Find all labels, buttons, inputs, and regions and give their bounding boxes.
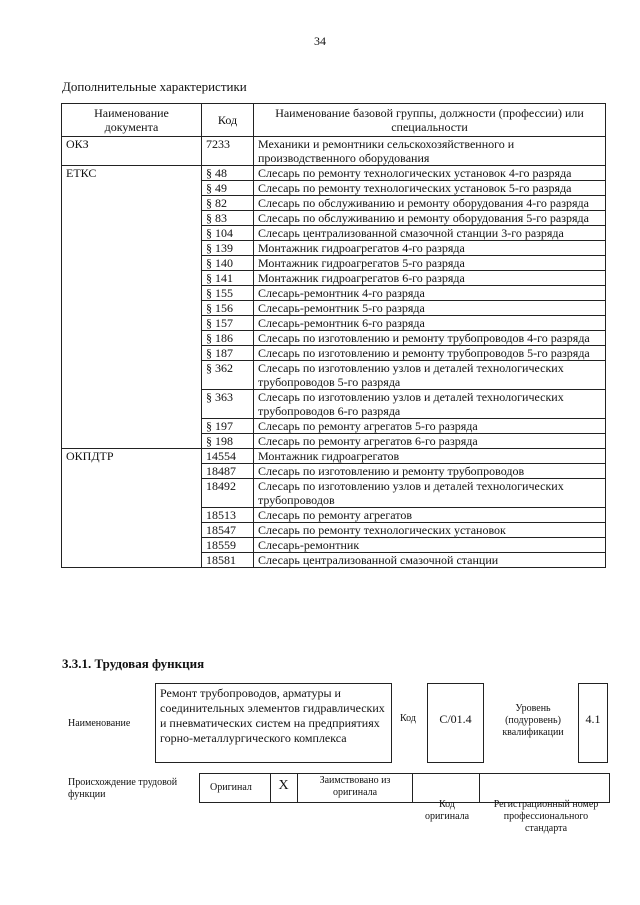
section-title: Дополнительные характеристики [62,79,247,94]
name-cell: Слесарь по изготовлению узлов и деталей технологических трубопроводов [254,479,606,508]
code-cell: § 140 [202,256,254,271]
name-cell: Слесарь-ремонтник [254,538,606,553]
name-cell: Слесарь централизованной смазочной станции 3-го разряда [254,226,606,241]
name-cell: Слесарь по ремонту агрегатов 5-го разряда [254,419,606,434]
name-cell: Слесарь по ремонту технологических установок [254,523,606,538]
header-name: Наименование базовой группы, должности (профессии) или специальности [254,104,606,137]
page-number: 34 [314,34,326,48]
name-cell: Слесарь по изготовлению и ремонту трубопроводов [254,464,606,479]
name-cell: Механики и ремонтники сельскохозяйственного и производственного оборудования [254,137,606,166]
code-cell: § 362 [202,361,254,390]
name-cell: Монтажник гидроагрегатов 4-го разряда [254,241,606,256]
name-cell: Слесарь по ремонту агрегатов [254,508,606,523]
code-cell: 18581 [202,553,254,568]
code-cell: § 156 [202,301,254,316]
name-cell: Слесарь-ремонтник 4-го разряда [254,286,606,301]
name-cell: Слесарь по изготовлению и ремонту трубопроводов 5-го разряда [254,346,606,361]
code-cell: § 157 [202,316,254,331]
labor-function-title: 3.3.1. Трудовая функция [62,656,205,671]
name-cell: Монтажник гидроагрегатов 6-го разряда [254,271,606,286]
name-cell: Слесарь по изготовлению и ремонту трубопроводов 4-го разряда [254,331,606,346]
code-label: Код [400,713,416,724]
code-cell: § 104 [202,226,254,241]
code-cell: § 198 [202,434,254,449]
labor-function-code: C/01.4 [427,683,484,763]
code-cell: § 48 [202,166,254,181]
name-cell: Слесарь по обслуживанию и ремонту оборудования 4-го разряда [254,196,606,211]
code-cell: § 363 [202,390,254,419]
name-cell: Монтажник гидроагрегатов [254,449,606,464]
labor-function-name: Ремонт трубопроводов, арматуры и соединительных элементов гидравлических и пневматических систем на предприятиях горно-металлургического комплекса [155,683,392,763]
name-cell: Слесарь по ремонту технологических установок 5-го разряда [254,181,606,196]
code-cell: § 83 [202,211,254,226]
code-cell: § 49 [202,181,254,196]
name-cell: Монтажник гидроагрегатов 5-го разряда [254,256,606,271]
original-label: Оригинал [210,782,252,793]
name-cell: Слесарь по изготовлению узлов и деталей технологических трубопроводов 6-го разряда [254,390,606,419]
code-cell: 18487 [202,464,254,479]
table-row [62,137,606,166]
code-cell: 18492 [202,479,254,508]
code-cell: § 186 [202,331,254,346]
table-row [62,166,606,181]
code-cell: § 155 [202,286,254,301]
original-mark: X [278,778,289,793]
code-cell: 18513 [202,508,254,523]
document-cell: ОКЗ [62,137,202,166]
name-cell: Слесарь по ремонту технологических установок 4-го разряда [254,166,606,181]
table-header-row [62,104,606,137]
code-cell: § 139 [202,241,254,256]
code-cell: § 141 [202,271,254,286]
name-cell: Слесарь по изготовлению узлов и деталей технологических трубопроводов 5-го разряда [254,361,606,390]
document-cell: ЕТКС [62,166,202,449]
registration-number-label: Регистрационный номер профессионального стандарта [493,799,599,834]
header-code: Код [202,104,254,137]
code-cell: 18559 [202,538,254,553]
table-row [62,449,606,464]
document-cell: ОКПДТР [62,449,202,568]
header-document: Наименование документа [62,104,202,137]
code-original-label: Код оригинала [424,799,470,822]
qualification-level-label: Уровень (подуровень) квалификации [502,703,564,738]
code-cell: 18547 [202,523,254,538]
qualification-level-value: 4.1 [578,683,608,763]
code-cell: 14554 [202,449,254,464]
name-cell: Слесарь по ремонту агрегатов 6-го разряда [254,434,606,449]
code-cell: § 187 [202,346,254,361]
code-cell: § 82 [202,196,254,211]
name-cell: Слесарь по обслуживанию и ремонту оборудования 5-го разряда [254,211,606,226]
name-cell: Слесарь централизованной смазочной станции [254,553,606,568]
origin-label: Происхождение трудовой функции [68,777,178,800]
name-cell: Слесарь-ремонтник 5-го разряда [254,301,606,316]
code-cell: 7233 [202,137,254,166]
name-label: Наименование [68,718,131,729]
code-cell: § 197 [202,419,254,434]
name-cell: Слесарь-ремонтник 6-го разряда [254,316,606,331]
borrowed-label: Заимствовано из оригинала [319,775,391,798]
characteristics-table [61,103,606,568]
